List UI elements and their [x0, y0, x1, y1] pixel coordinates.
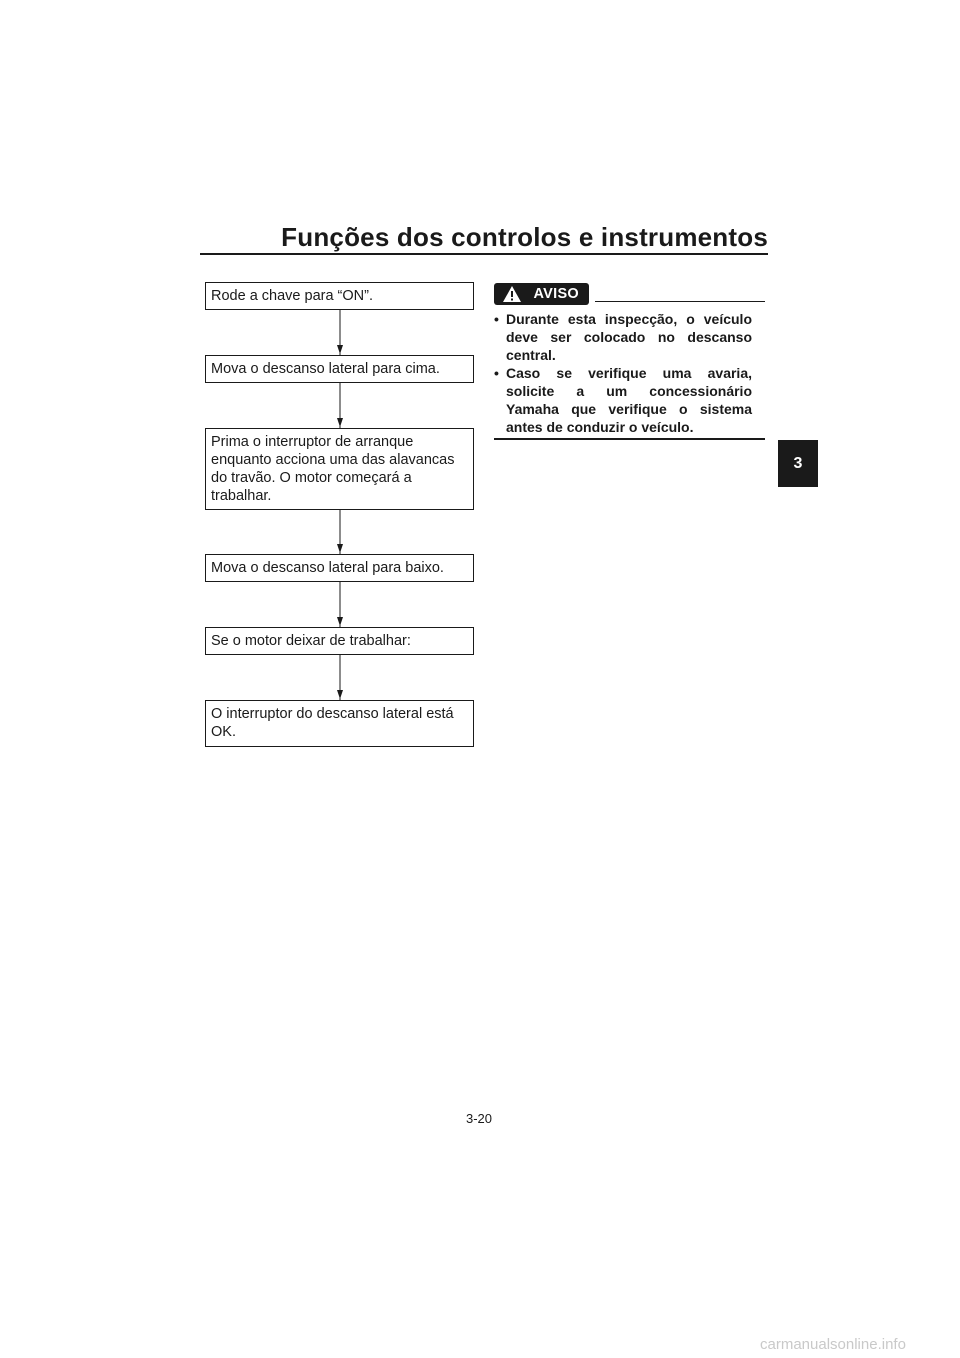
flow-arrow-2: [335, 383, 345, 428]
page-title: Funções dos controlos e instrumentos: [281, 222, 768, 252]
flow-arrow-3: [335, 510, 345, 554]
warning-list: [494, 310, 752, 436]
flow-arrow-1: [335, 310, 345, 355]
warning-bottom-divider: [494, 438, 765, 440]
flowchart-step-6: O interruptor do descanso lateral está OK.: [205, 700, 474, 747]
warning-label-text: AVISO: [533, 286, 579, 302]
watermark: carmanualsonline.info: [760, 1336, 906, 1353]
flow-arrow-5: [335, 655, 345, 700]
flowchart-step-3: Prima o interruptor de arranque enquanto acciona uma das alavancas do travão. O motor começará a trabalhar.: [205, 428, 474, 510]
flowchart-step-1: Rode a chave para “ON”.: [205, 282, 474, 310]
warning-triangle-icon: [502, 285, 522, 303]
flow-arrow-4: [335, 582, 345, 627]
warning-item: • Durante esta inspecção, o veículo deve ser colocado no descanso central.: [494, 310, 752, 364]
title-divider: [200, 253, 768, 255]
flowchart-step-4: Mova o descanso lateral para baixo.: [205, 554, 474, 582]
page-number: 3-20: [466, 1111, 493, 1126]
flowchart-step-2: Mova o descanso lateral para cima.: [205, 355, 474, 383]
warning-top-divider: [595, 301, 765, 302]
flowchart-step-5: Se o motor deixar de trabalhar:: [205, 627, 474, 655]
warning-item: • Caso se verifique uma avaria, solicite a um concessionário Yamaha que verifique o sistema antes de conduzir o veículo.: [494, 364, 752, 436]
warning-label: [494, 283, 589, 305]
chapter-tab: 3: [778, 440, 818, 487]
